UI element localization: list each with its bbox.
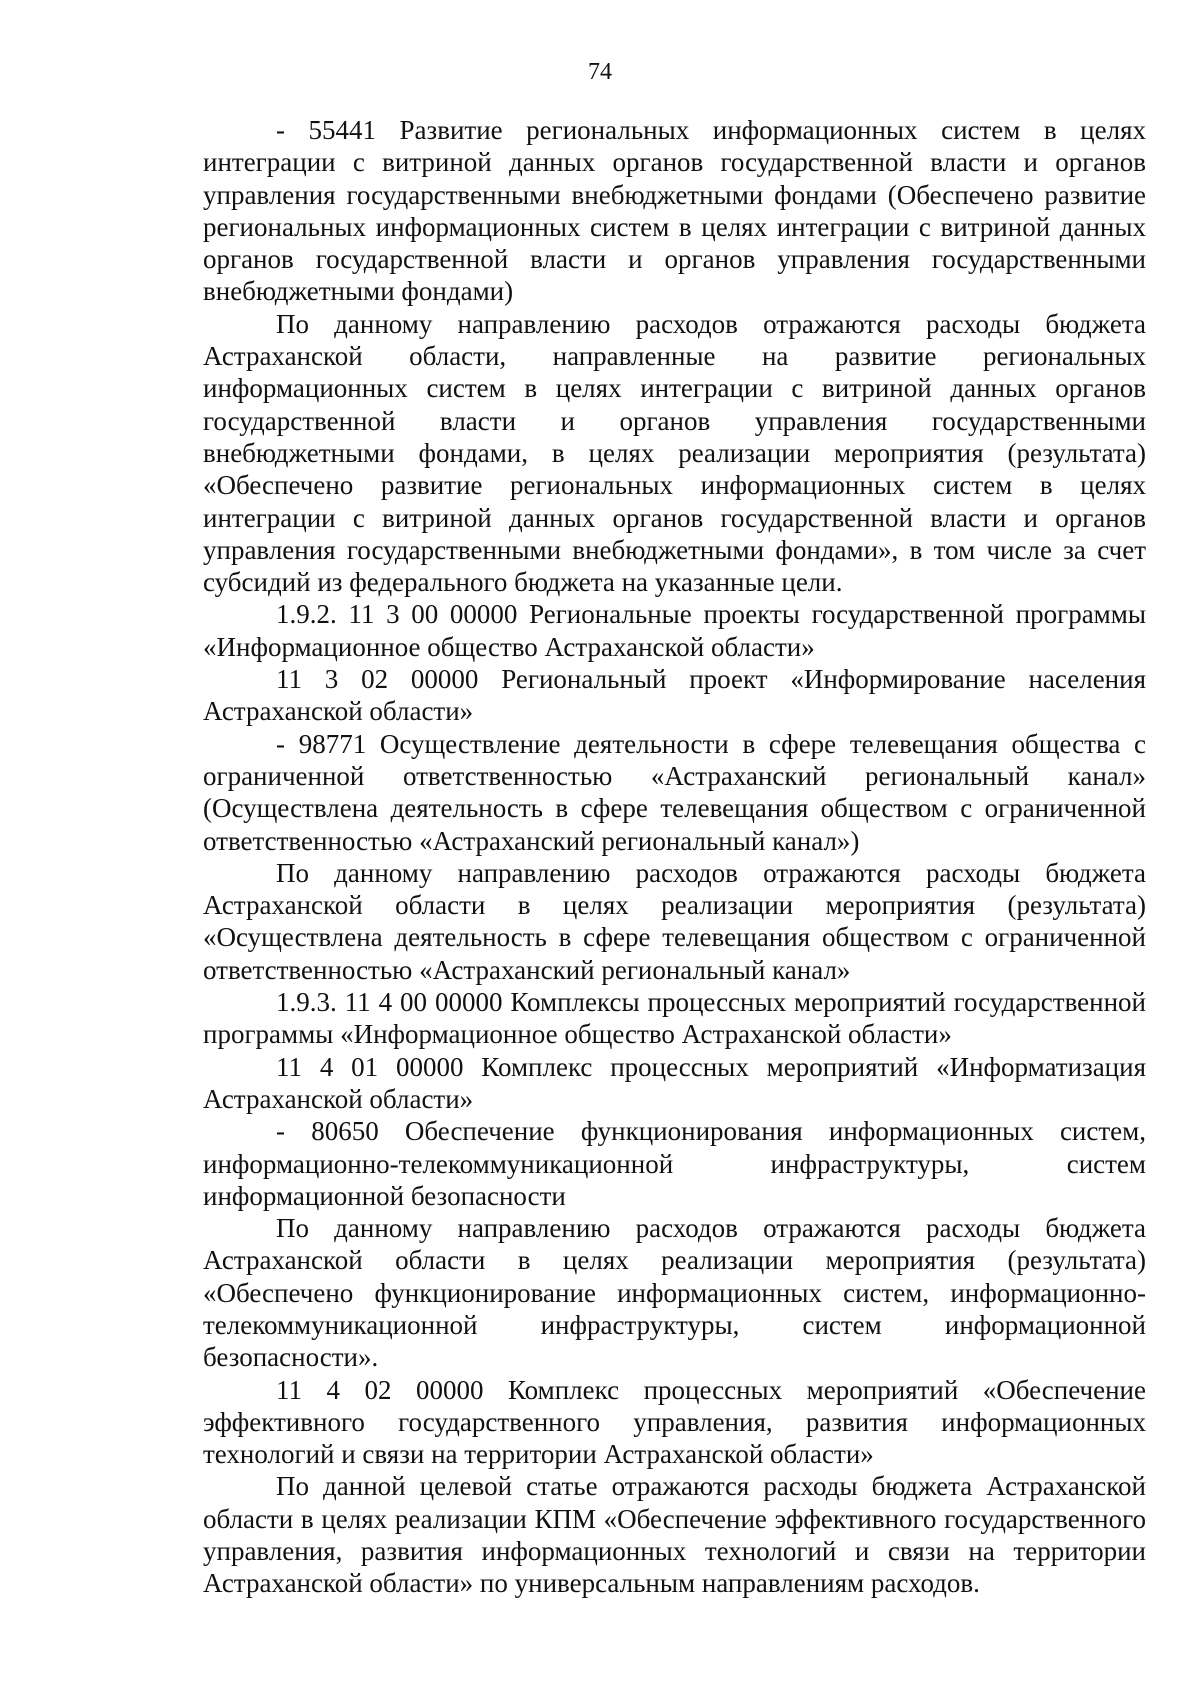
body-text xyxy=(203,114,1146,1600)
paragraph-98771-description: По данному направлению расходов отражаются расходы бюджета Астраханской области в целях реализации мероприятия (результата) «Осуществлена деятельность в сфере телевещания обществом с ограниченной ответственностью «Астраханский региональный канал» xyxy=(203,857,1146,985)
paragraph-kpm-governance: 11 4 02 00000 Комплекс процессных мероприятий «Обеспечение эффективного государственного управления, развития информационных технологий и связи на территории Астраханской области» xyxy=(203,1374,1146,1470)
paragraph-55441-description: По данному направлению расходов отражаются расходы бюджета Астраханской области, направленные на развитие региональных информационных систем в целях интеграции с витриной данных органов государственной власти и органов управления государственными внебюджетными фондами, в целях реализации мероприятия (результата) «Обеспечено развитие региональных информационных систем в целях интеграции с витриной данных органов государственной власти и органов управления государственными внебюджетными фондами», в том числе за счет субсидий из федерального бюджета на указанные цели. xyxy=(203,308,1146,598)
paragraph-kpm-informatization: 11 4 01 00000 Комплекс процессных мероприятий «Информатизация Астраханской области» xyxy=(203,1051,1146,1114)
paragraph-kpm-governance-description: По данной целевой статье отражаются расходы бюджета Астраханской области в целях реализации КПМ «Обеспечение эффективного государственного управления, развития информационных технологий и связи на территории Астраханской области» по универсальным направлениям расходов. xyxy=(203,1471,1146,1599)
page-number: 74 xyxy=(588,59,612,85)
paragraph-80650-heading: - 80650 Обеспечение функционирования информационных систем, информационно-телекоммуникационной инфраструктуры, систем информационной безопасности xyxy=(203,1116,1146,1211)
paragraph-section-1-9-3: 1.9.3. 11 4 00 00000 Комплексы процессных мероприятий государственной программы «Информационное общество Астраханской области» xyxy=(203,987,1146,1050)
paragraph-98771-heading: - 98771 Осуществление деятельности в сфере телевещания общества с ограниченной ответственностью «Астраханский региональный канал» (Осуществлена деятельность в сфере телевещания обществом с ограниченной ответственностью «Астраханский региональный канал») xyxy=(203,728,1146,856)
paragraph-section-1-9-2: 1.9.2. 11 3 00 00000 Региональные проекты государственной программы «Информационное общество Астраханской области» xyxy=(203,599,1146,662)
paragraph-80650-description: По данному направлению расходов отражаются расходы бюджета Астраханской области в целях реализации мероприятия (результата) «Обеспечено функционирование информационных систем, информационно-телекоммуникационной инфраструктуры, систем информационной безопасности». xyxy=(203,1213,1146,1373)
paragraph-regional-project: 11 3 02 00000 Региональный проект «Информирование населения Астраханской области» xyxy=(203,664,1146,727)
paragraph-55441-heading: - 55441 Развитие региональных информационных систем в целях интеграции с витриной данных органов государственной власти и органов управления государственными внебюджетными фондами (Обеспечено развитие региональных информационных систем в целях интеграции с витриной данных органов государственной власти и органов управления государственными внебюджетными фондами) xyxy=(203,115,1146,307)
